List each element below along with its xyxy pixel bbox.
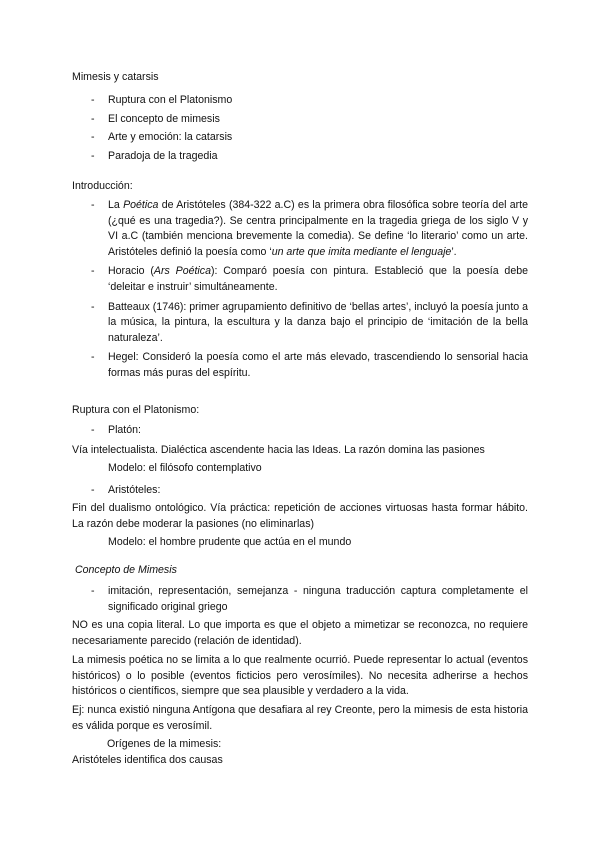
index-list	[72, 93, 528, 167]
mimesis-heading: Concepto de Mimesis	[75, 564, 177, 576]
document-title: Mimesis y catarsis	[72, 71, 159, 83]
aristoteles-list	[72, 483, 528, 503]
index-item: - El concepto de mimesis	[72, 112, 528, 128]
index-item: - Arte y emoción: la catarsis	[72, 130, 528, 146]
intro-item-horacio: - Horacio (Ars Poética): Comparó poesía con pintura. Estableció que la poesía debe ‘deleitar e instruir’ simultáneamente.	[72, 264, 528, 295]
platon-text: Vía intelectualista. Dialéctica ascendente hacia las Ideas. La razón domina las pasiones	[72, 444, 485, 456]
intro-list	[72, 198, 528, 386]
intro-item-batteaux: - Batteaux (1746): primer agrupamiento definitivo de ‘bellas artes’, incluyó la poesía junto a la música, la pintura, la escultura y la danza bajo el principio de ‘imitación de la bella naturaleza’.	[72, 300, 528, 347]
mimesis-para-1: NO es una copia literal. Lo que importa es que el objeto a mimetizar se reconozca, no requiere necesariamente parecido (relación de identidad).	[72, 619, 528, 647]
aristoteles-label: - Aristóteles:	[72, 483, 528, 499]
mimesis-list	[72, 584, 528, 619]
mimesis-para-2: La mimesis poética no se limita a lo que realmente ocurrió. Puede representar lo actual (eventos históricos) o lo posible (eventos ficticios pero verosímiles). No necesita adherirse a hechos históricos o científicos, siempre que sea plausible y verdadero a la vida.	[72, 654, 528, 698]
mimesis-item: - imitación, representación, semejanza - ninguna traducción captura completamente el significado original griego	[72, 584, 528, 615]
intro-item-hegel: - Hegel: Consideró la poesía como el arte más elevado, trascendiendo lo sensorial hacia formas más puras del espíritu.	[72, 350, 528, 381]
aristoteles-text: Fin del dualismo ontológico. Vía práctica: repetición de acciones virtuosas hasta formar hábito. La razón debe moderar la pasiones (no eliminarlas)	[72, 502, 528, 530]
causes-text: Aristóteles identifica dos causas	[72, 754, 223, 766]
mimesis-para-3: Ej: nunca existió ninguna Antígona que desafiara al rey Creonte, pero la mimesis de esta historia es válida porque es verosímil.	[72, 704, 528, 732]
intro-item-poetica: - La Poética de Aristóteles (384-322 a.C) es la primera obra filosófica sobre teoría del arte (¿qué es una tragedia?). Se centra principalmente en la tragedia griega de los siglo V y VI a.C (también menciona brevemente la comedia). Se define ‘lo literario’ como un arte. Aristóteles definió la poesía como ‘un arte que imita mediante el lenguaje’.	[72, 198, 528, 260]
platon-list	[72, 423, 528, 443]
aristoteles-model: Modelo: el hombre prudente que actúa en el mundo	[108, 536, 352, 548]
index-item: - Paradoja de la tragedia	[72, 149, 528, 165]
ruptura-heading: Ruptura con el Platonismo:	[72, 404, 200, 416]
platon-label: - Platón:	[72, 423, 528, 439]
origins-heading: Orígenes de la mimesis:	[107, 738, 222, 750]
platon-model: Modelo: el filósofo contemplativo	[108, 462, 262, 474]
index-item: - Ruptura con el Platonismo	[72, 93, 528, 109]
intro-heading: Introducción:	[72, 180, 133, 192]
